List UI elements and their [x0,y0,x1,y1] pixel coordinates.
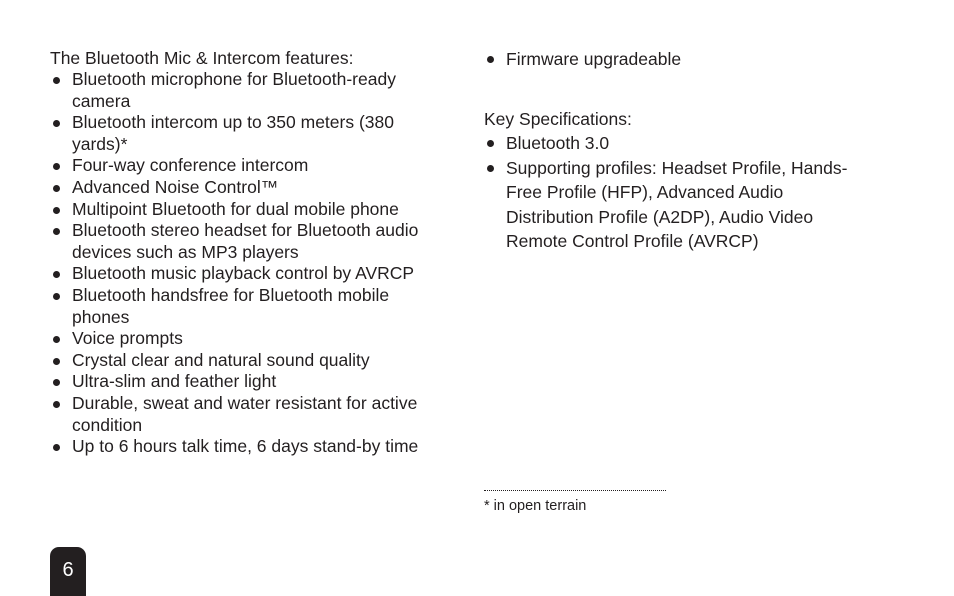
page-number-tab [50,547,86,596]
list-item: Bluetooth 3.0 [484,131,874,156]
list-item: Bluetooth intercom up to 350 meters (380 yards)* [50,112,442,155]
specifications-section [484,108,874,254]
list-item: Durable, sweat and water resistant for active condition [50,393,442,436]
list-item: Up to 6 hours talk time, 6 days stand-by time [50,436,442,458]
list-item: Advanced Noise Control™ [50,177,442,199]
footnote-divider [484,490,666,491]
list-item: Bluetooth microphone for Bluetooth-ready camera [50,69,442,112]
list-item: Ultra-slim and feather light [50,371,442,393]
specifications-heading: Key Specifications: [484,109,632,129]
list-item: Firmware upgradeable [484,47,874,72]
list-item: Bluetooth stereo headset for Bluetooth audio devices such as MP3 players [50,220,442,263]
list-item: Multipoint Bluetooth for dual mobile phone [50,199,442,221]
list-item: Four-way conference intercom [50,155,442,177]
list-item: Crystal clear and natural sound quality [50,350,442,372]
footnote: * in open terrain [484,498,587,514]
features-list [50,69,442,458]
specifications-list [484,131,874,254]
features-column [50,48,442,458]
features-list-continued [484,47,874,72]
list-item: Bluetooth handsfree for Bluetooth mobile phones [50,285,442,328]
list-item: Voice prompts [50,328,442,350]
list-item: Bluetooth music playback control by AVRCP [50,263,442,285]
page-number: 6 [62,559,74,581]
list-item: Supporting profiles: Headset Profile, Hands-Free Profile (HFP), Advanced Audio Distribution Profile (A2DP), Audio Video Remote Control Profile (AVRCP) [484,156,874,254]
features-heading: The Bluetooth Mic & Intercom features: [50,48,354,68]
features-continued [484,47,874,72]
